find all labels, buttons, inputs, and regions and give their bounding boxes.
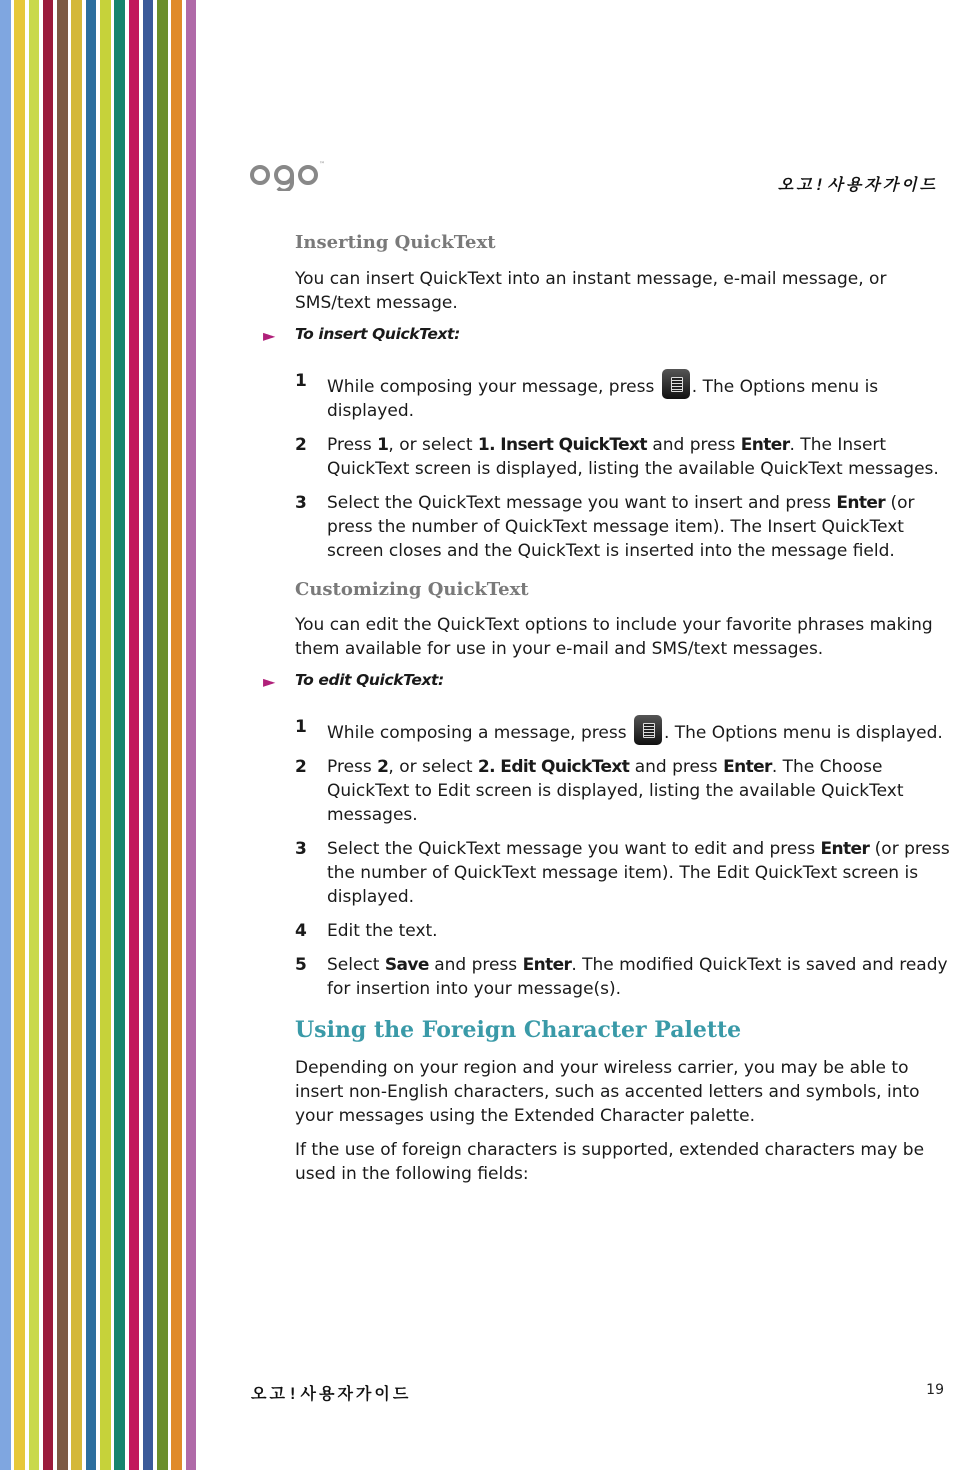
step-item: 1 While composing your message, press . The Options menu is displayed. [295, 370, 879, 421]
page-number: 19 [926, 1382, 944, 1398]
procedure-edit-quicktext: ► To edit QuickText: [263, 671, 444, 692]
edit-steps [295, 715, 954, 1001]
insert-steps [295, 369, 954, 563]
step-item: 2 Press 1, or select 1. Insert QuickText and press Enter. The Insert QuickText screen is displayed, listing the available QuickText messages. [295, 434, 939, 479]
stripe [71, 0, 82, 1470]
heading-inserting-quicktext: Inserting QuickText [295, 232, 496, 253]
stripe [143, 0, 154, 1470]
stripe [114, 0, 125, 1470]
page-content [263, 232, 954, 1196]
heading-foreign-character-palette: Using the Foreign Character Palette [295, 1017, 742, 1044]
heading-customizing-quicktext: Customizing QuickText [295, 578, 529, 600]
stripe [157, 0, 168, 1470]
step-item: 3 Select the QuickText message you want to edit and press Enter (or press the number of QuickText message item). The Edit QuickText screen is displayed. [295, 839, 950, 908]
stripe [129, 0, 140, 1470]
foreign-para-2: If the use of foreign characters is supported, extended characters may be used in the following fields: [295, 1139, 925, 1184]
stripe [29, 0, 40, 1470]
stripe [86, 0, 97, 1470]
decorative-stripes [0, 0, 200, 1470]
step-item: 2 Press 2, or select 2. Edit QuickText and press Enter. The Choose QuickText to Edit screen is displayed, listing the available QuickText messages. [295, 757, 904, 826]
customizing-intro: You can edit the QuickText options to include your favorite phrases making them available for use in your e-mail and SMS/text messages. [295, 615, 933, 660]
step-item: 4 Edit the text. [295, 921, 438, 942]
triangle-arrow-icon: ► [263, 672, 275, 692]
step-item: 1 While composing a message, press . The Options menu is displayed. [295, 717, 943, 744]
stripe [171, 0, 182, 1470]
triangle-arrow-icon: ► [263, 325, 275, 345]
stripe-gap [196, 0, 200, 1470]
stripe [186, 0, 197, 1470]
ogo-logo [249, 157, 329, 191]
step-item: 3 Select the QuickText message you want to insert and press Enter (or press the number of QuickText message item). The Insert QuickText screen closes and the QuickText is inserted into the message field. [295, 492, 915, 561]
header-doc-title: 오고!사용자가이드 [777, 175, 938, 194]
step-item: 5 Select Save and press Enter. The modified QuickText is saved and ready for insertion into your message(s). [295, 955, 948, 1000]
stripe [14, 0, 25, 1470]
stripe [43, 0, 54, 1470]
svg-text:™: ™ [319, 161, 325, 168]
procedure-insert-quicktext: ► To insert QuickText: [263, 324, 460, 345]
inserting-intro: You can insert QuickText into an instant message, e-mail message, or SMS/text message. [295, 268, 887, 313]
stripe [100, 0, 111, 1470]
stripe [0, 0, 11, 1470]
menu-key-icon [662, 369, 690, 399]
foreign-para-1: Depending on your region and your wireless carrier, you may be able to insert non-English characters, such as accented letters and symbols, into your messages using the Extended Character palette. [295, 1057, 920, 1126]
footer-doc-title: 오고!사용자가이드 [251, 1384, 412, 1403]
menu-key-icon [634, 715, 662, 745]
stripe [57, 0, 68, 1470]
